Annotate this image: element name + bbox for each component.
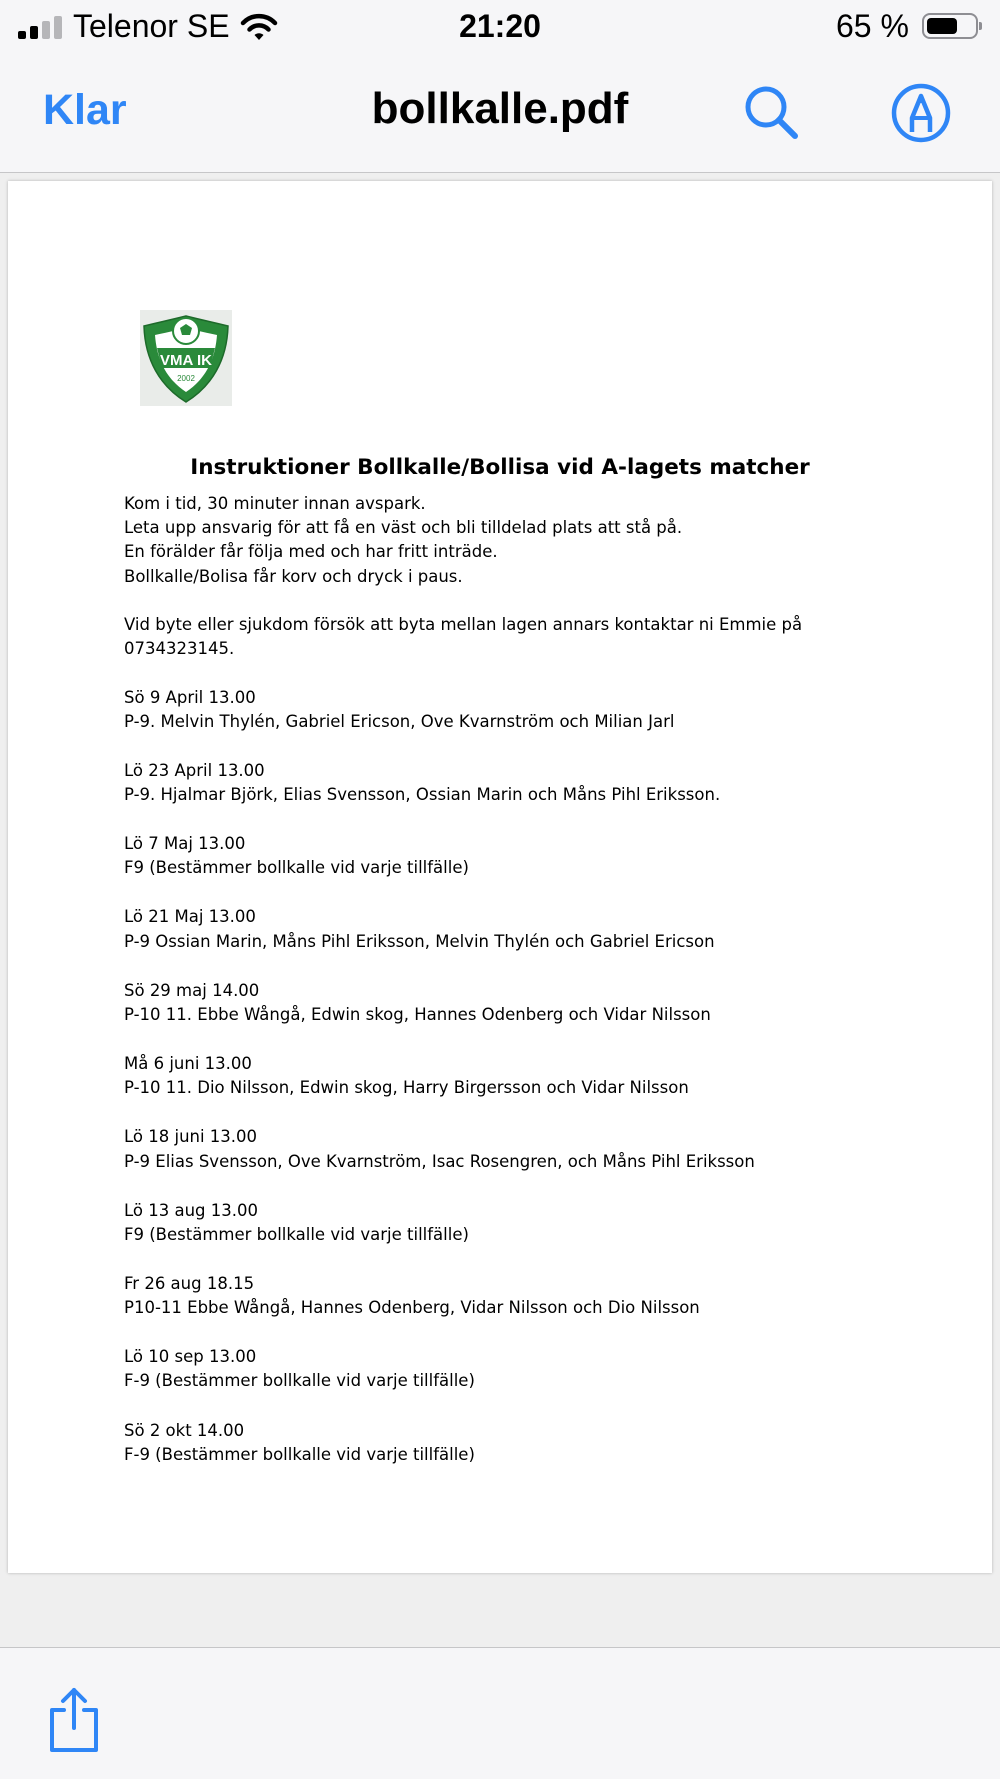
match-date: Lö 10 sep 13.00 (124, 1347, 257, 1367)
match-players: F-9 (Bestämmer bollkalle vid varje tillfälle) (124, 1371, 475, 1391)
match-entry (124, 1199, 944, 1247)
document-heading: Instruktioner Bollkalle/Bollisa vid A-lagets matcher (190, 455, 810, 480)
club-logo (140, 310, 232, 406)
match-date: Sö 29 maj 14.00 (124, 980, 260, 1000)
match-entry (124, 759, 944, 807)
match-entry (124, 1125, 944, 1173)
bottom-toolbar (0, 1647, 1000, 1779)
contact-paragraph (124, 613, 944, 661)
match-date: Lö 18 juni 13.00 (124, 1127, 258, 1147)
match-entry (124, 1345, 944, 1393)
match-entry (124, 1272, 944, 1320)
match-date: Må 6 juni 13.00 (124, 1054, 252, 1074)
intro-line: En förälder får följa med och har fritt inträde. (124, 542, 498, 562)
battery-percentage: 65 % (836, 8, 909, 44)
search-icon[interactable] (741, 82, 801, 142)
document-viewer[interactable] (0, 173, 1000, 1647)
contact-line: Vid byte eller sjukdom försök att byta mellan lagen annars kontaktar ni Emmie på (124, 615, 803, 634)
intro-paragraph (124, 492, 944, 589)
match-players: F-9 (Bestämmer bollkalle vid varje tillfälle) (124, 1444, 475, 1464)
match-entry (124, 686, 944, 734)
battery-level-fill (927, 18, 957, 34)
match-entry (124, 979, 944, 1027)
match-players: P-10 11. Ebbe Wångå, Edwin skog, Hannes Odenberg och Vidar Nilsson (124, 1004, 711, 1024)
logo-text: VMA IK (160, 352, 212, 369)
match-players: F9 (Bestämmer bollkalle vid varje tillfälle) (124, 858, 469, 878)
match-players: F9 (Bestämmer bollkalle vid varje tillfälle) (124, 1224, 469, 1244)
match-players: P-9. Hjalmar Björk, Elias Svensson, Ossian Marin och Måns Pihl Eriksson. (124, 785, 721, 805)
markup-pen-icon[interactable] (890, 82, 952, 144)
match-players: P-9. Melvin Thylén, Gabriel Ericson, Ove Kvarnström och Milian Jarl (124, 711, 675, 731)
match-date: Lö 21 Maj 13.00 (124, 907, 256, 927)
match-date: Fr 26 aug 18.15 (124, 1273, 255, 1293)
share-icon[interactable] (46, 1686, 102, 1754)
match-date: Lö 23 April 13.00 (124, 760, 265, 780)
match-date: Lö 13 aug 13.00 (124, 1200, 259, 1220)
match-players: P-9 Elias Svensson, Ove Kvarnström, Isac Rosengren, och Måns Pihl Eriksson (124, 1151, 755, 1171)
navigation-bar (0, 54, 1000, 173)
logo-year: 2002 (177, 374, 195, 383)
clock: 21:20 (459, 8, 541, 44)
document-title: bollkalle.pdf (371, 84, 629, 133)
match-players: P-9 Ossian Marin, Måns Pihl Eriksson, Melvin Thylén och Gabriel Ericson (124, 931, 715, 951)
status-bar (0, 0, 1000, 54)
done-button[interactable]: Klar (43, 86, 127, 134)
match-date: Sö 2 okt 14.00 (124, 1420, 245, 1440)
match-players: P10-11 Ebbe Wångå, Hannes Odenberg, Vidar Nilsson och Dio Nilsson (124, 1298, 700, 1318)
match-entry (124, 1419, 944, 1467)
intro-line: Leta upp ansvarig för att få en väst och bli tilldelad plats att stå på. (124, 518, 683, 538)
carrier-name: Telenor SE (73, 8, 230, 44)
contact-phone: 0734323145. (124, 639, 235, 659)
document-body (124, 492, 944, 1492)
match-date: Sö 9 April 13.00 (124, 687, 256, 707)
match-date: Lö 7 Maj 13.00 (124, 834, 246, 854)
intro-line: Bollkalle/Bolisa får korv och dryck i paus. (124, 566, 463, 586)
match-entry (124, 832, 944, 880)
match-players: P-10 11. Dio Nilsson, Edwin skog, Harry Birgersson och Vidar Nilsson (124, 1078, 689, 1098)
pdf-page (8, 181, 992, 1573)
intro-line: Kom i tid, 30 minuter innan avspark. (124, 494, 426, 513)
match-entry (124, 905, 944, 953)
battery-icon (922, 13, 978, 39)
match-entry (124, 1052, 944, 1100)
